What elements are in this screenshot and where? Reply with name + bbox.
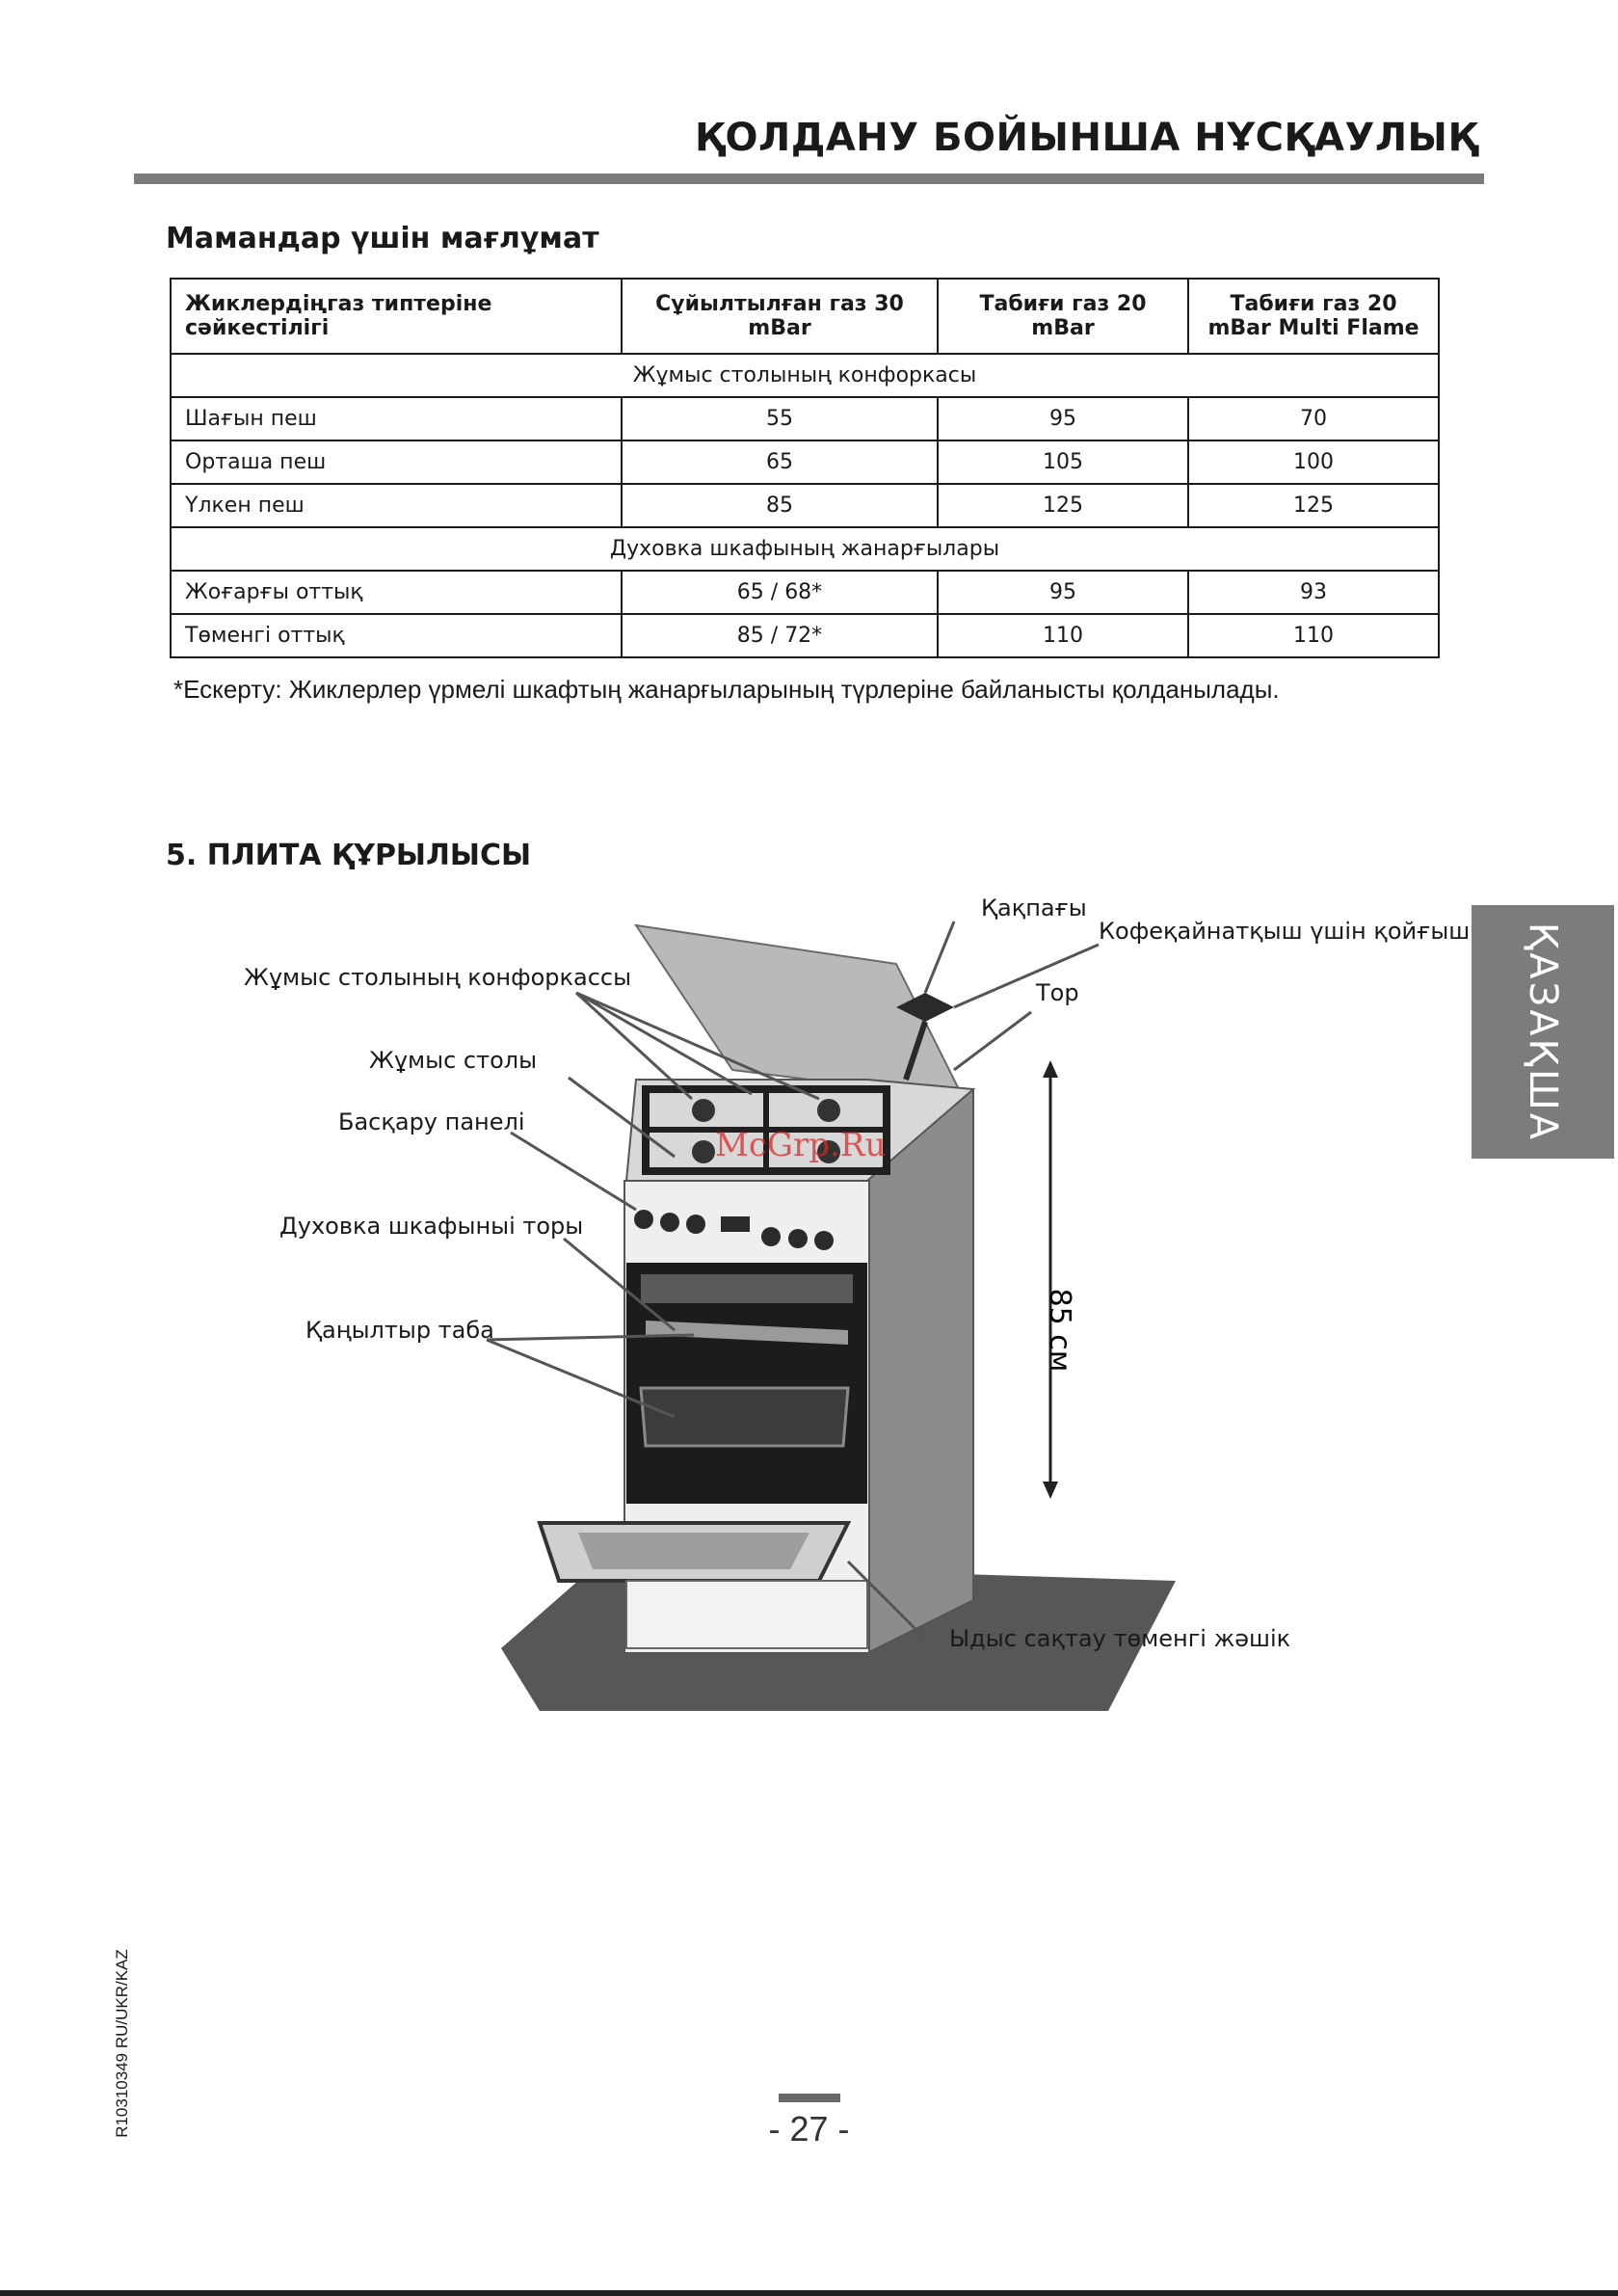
table-header-gas-type: Жиклердіңгаз типтеріне сәйкестілігі — [171, 279, 622, 354]
height-dimension-label: 85 см — [1043, 1288, 1076, 1373]
label-grid: Тор — [1036, 979, 1079, 1006]
table-cell: Төменгі оттық — [171, 614, 622, 657]
table-cell: 65 — [622, 441, 938, 484]
table-footnote: *Ескерту: Жиклерлер үрмелі шкафтың жанарғыларының түрлеріне байланысты қолданылады. — [173, 675, 1280, 704]
page-header-title: ҚОЛДАНУ БОЙЫНША НҰСҚАУЛЫҚ — [695, 116, 1478, 160]
table-cell: 65 / 68* — [622, 571, 938, 614]
knob-icon — [686, 1215, 705, 1234]
watermark-text: McGrp.Ru — [715, 1126, 887, 1164]
table-cell: 95 — [938, 397, 1188, 441]
table-cell: 55 — [622, 397, 938, 441]
table-cell: Жоғарғы оттық — [171, 571, 622, 614]
storage-drawer — [626, 1581, 867, 1648]
oven-door-glass — [578, 1533, 809, 1569]
group-oven-burners: Духовка шкафының жанарғылары — [171, 527, 1439, 571]
table-cell: Үлкен пеш — [171, 484, 622, 527]
group-worktop-burners: Жұмыс столының конфоркасы — [171, 354, 1439, 397]
label-storage-drawer: Ыдыс сақтау төменгі жәшік — [949, 1625, 1291, 1652]
knob-icon — [761, 1227, 781, 1246]
table-cell: 85 — [622, 484, 938, 527]
table-cell: 125 — [1188, 484, 1439, 527]
timer-display — [721, 1216, 750, 1232]
table-header-lpg: Сұйылтылған газ 30 mBar — [622, 279, 938, 354]
bottom-divider — [0, 2290, 1618, 2296]
table-cell: 105 — [938, 441, 1188, 484]
label-baking-tray: Қаңылтыр таба — [305, 1317, 494, 1344]
label-burners: Жұмыс столының конфоркассы — [244, 964, 632, 991]
label-coffee-stand: Кофеқайнатқыш үшін қойғыш — [1099, 918, 1471, 945]
table-header-natural-gas: Табиғи газ 20 mBar — [938, 279, 1188, 354]
knob-icon — [814, 1231, 834, 1250]
burner-icon — [692, 1099, 715, 1122]
table-header-multi-flame-text: Табиғи газ 20 mBar Multi Flame — [1207, 292, 1419, 340]
label-worktop: Жұмыс столы — [369, 1047, 538, 1074]
knob-icon — [660, 1213, 679, 1232]
table-cell: Шағын пеш — [171, 397, 622, 441]
table-cell: 100 — [1188, 441, 1439, 484]
dimension-arrow-bottom — [1043, 1482, 1058, 1499]
label-oven-rack: Духовка шкафыныі торы — [279, 1213, 584, 1240]
document-code: R10310349 RU/UKR/KAZ — [113, 1949, 131, 2138]
specialists-section-title: Мамандар үшін мағлұмат — [166, 222, 599, 255]
table-cell: 125 — [938, 484, 1188, 527]
burner-icon — [692, 1140, 715, 1163]
table-cell: 110 — [1188, 614, 1439, 657]
table-cell: 70 — [1188, 397, 1439, 441]
table-cell: Орташа пеш — [171, 441, 622, 484]
page-number: - 27 - — [768, 2109, 850, 2149]
knob-icon — [634, 1210, 653, 1229]
label-control-panel: Басқару панелі — [338, 1108, 525, 1135]
table-cell: 85 / 72* — [622, 614, 938, 657]
structure-section-title: 5. ПЛИТА ҚҰРЫЛЫСЫ — [166, 839, 532, 872]
label-lid: Қақпағы — [981, 894, 1087, 921]
knob-icon — [788, 1229, 808, 1248]
table-cell: 95 — [938, 571, 1188, 614]
burner-icon — [817, 1099, 840, 1122]
dimension-arrow-top — [1043, 1060, 1058, 1078]
page-number-bar — [779, 2094, 840, 2102]
table-cell: 93 — [1188, 571, 1439, 614]
oven-inner-light — [641, 1274, 853, 1303]
table-cell: 110 — [938, 614, 1188, 657]
language-side-tab-label: ҚАЗАҚША — [1521, 921, 1565, 1142]
